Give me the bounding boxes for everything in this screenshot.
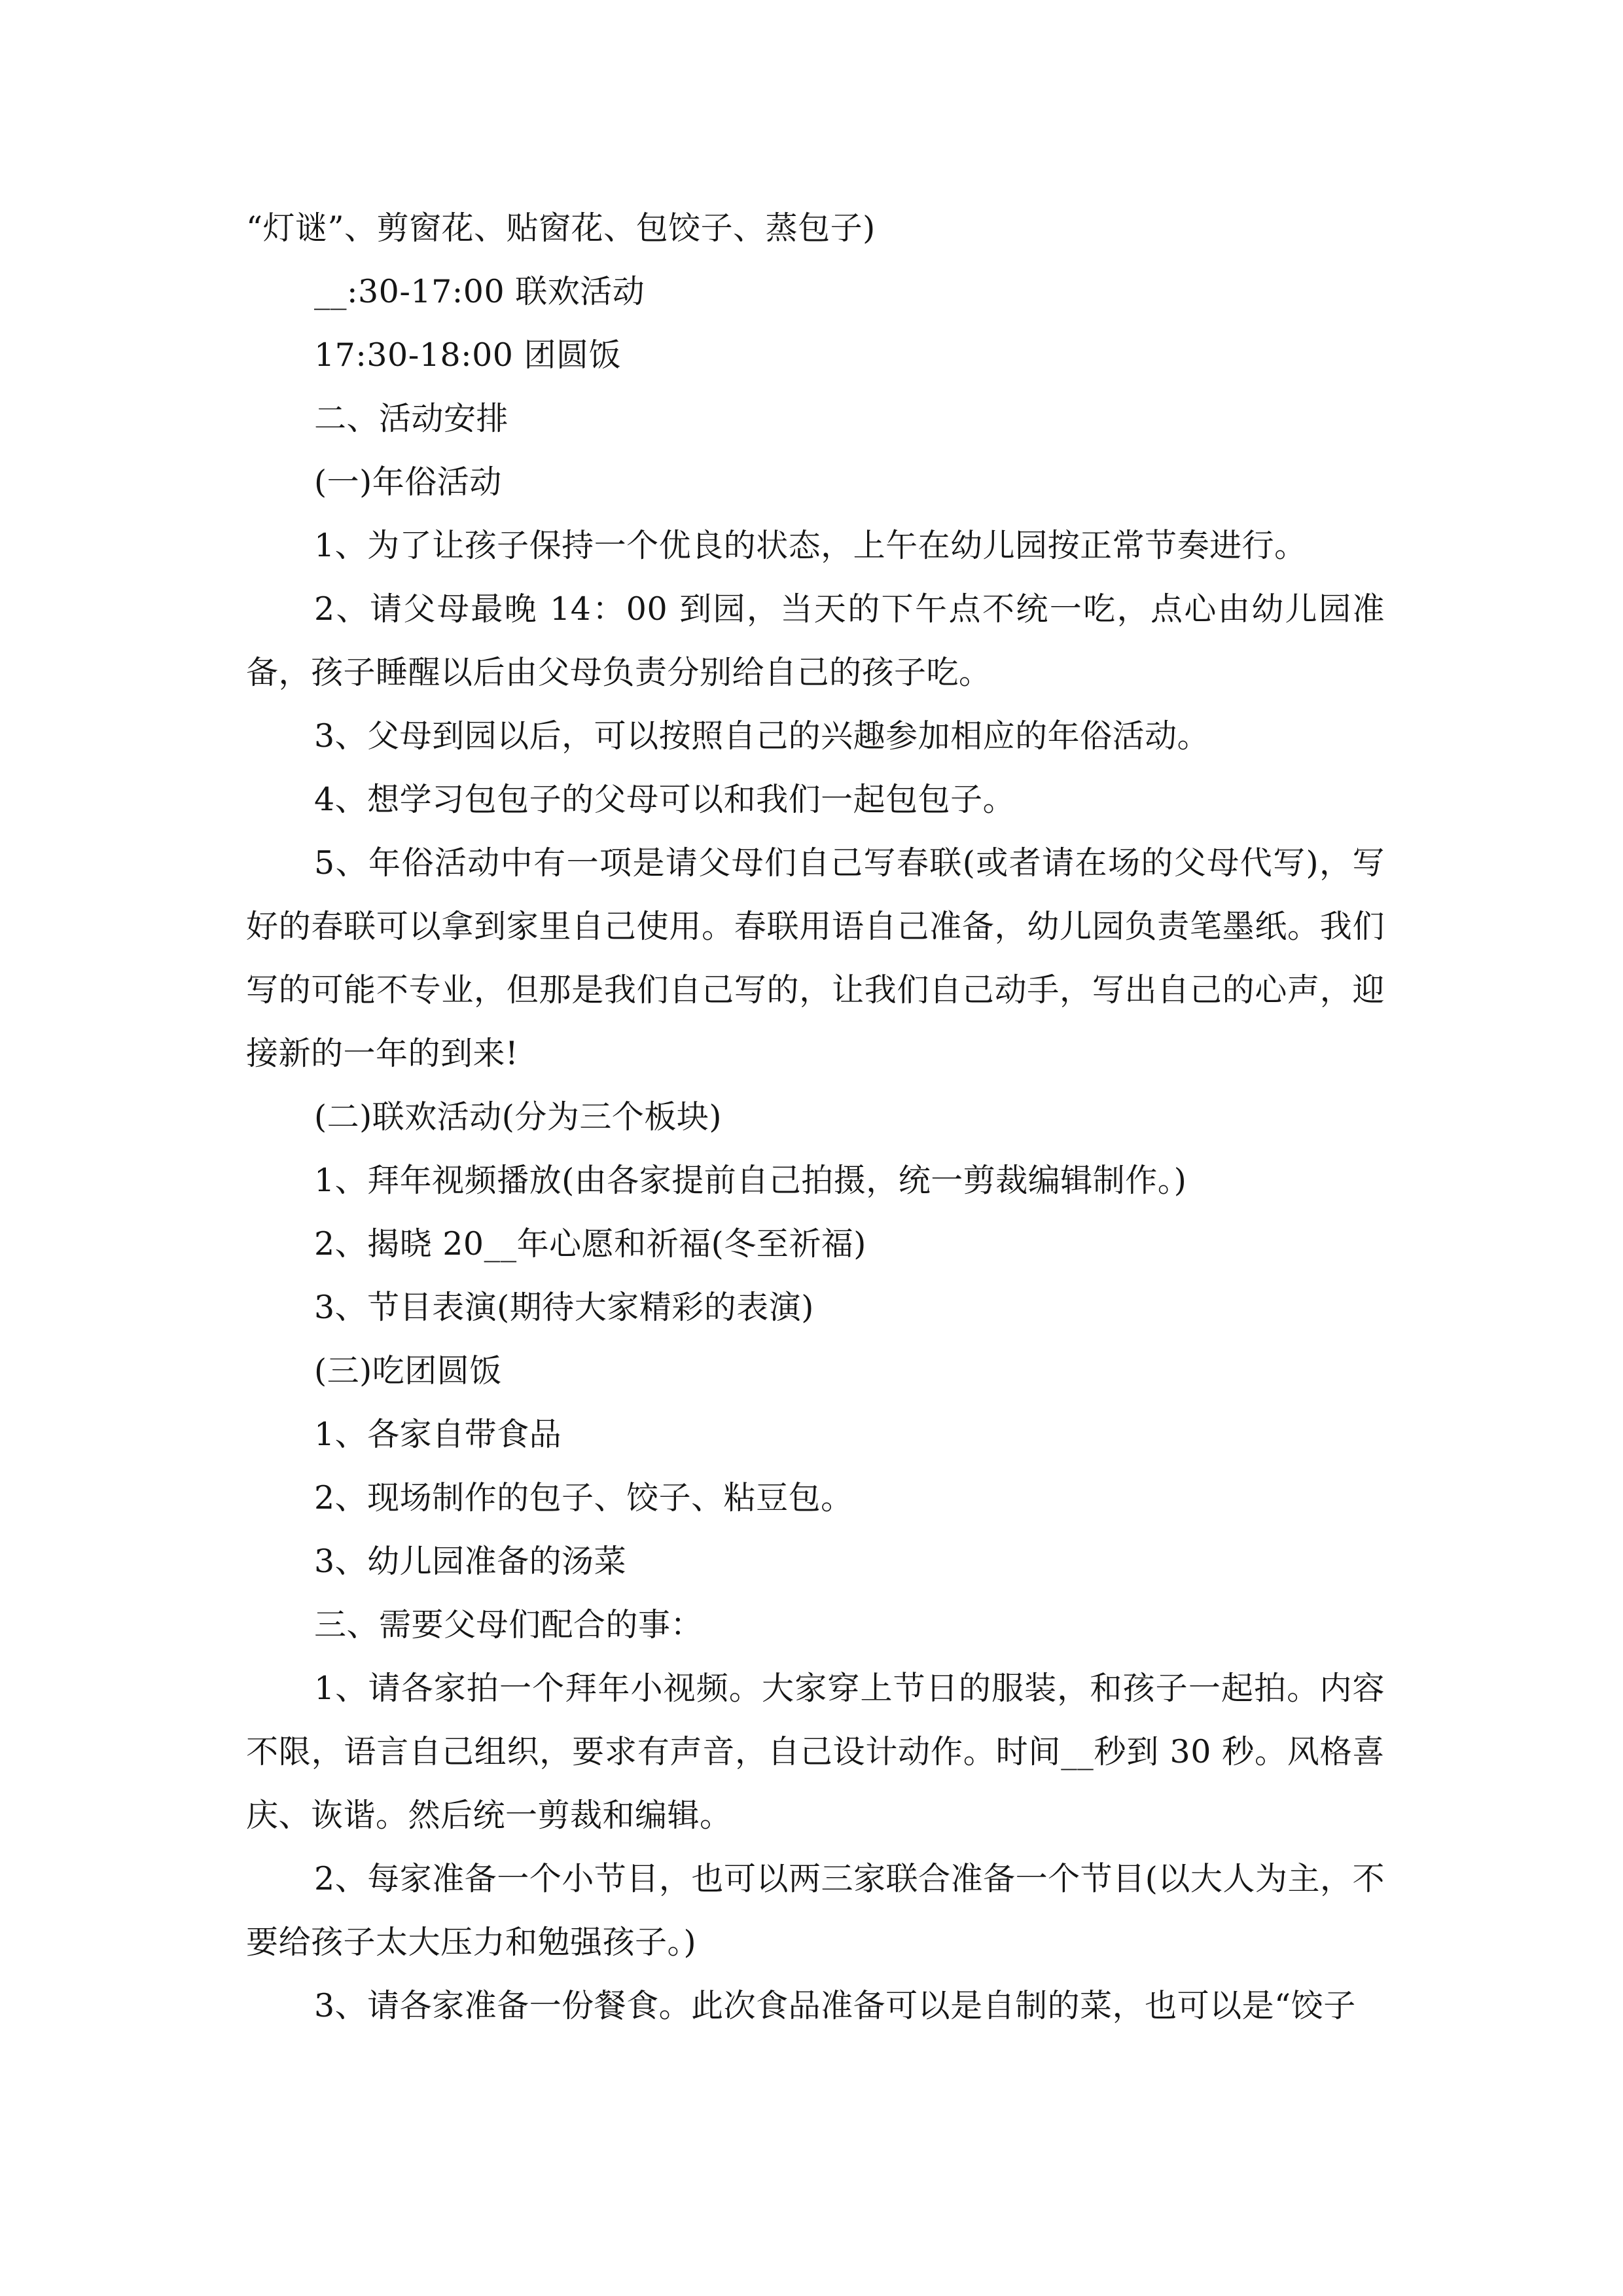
paragraph-dinner-item-2: 2、现场制作的包子、饺子、粘豆包。	[314, 1479, 853, 1516]
paragraph-cooperation-item-1: 1、请各家拍一个拜年小视频。大家穿上节日的服装，和孩子一起拍。内容不限，语言自己组织，要求有声音，自己设计动作。时间__秒到 30 秒。风格喜庆、诙谐。然后统一剪裁和编辑。	[246, 1670, 1385, 1834]
paragraph-party-item-1: 1、拜年视频播放(由各家提前自己拍摄，统一剪裁编辑制作。)	[314, 1162, 1187, 1199]
paragraph-customs-item-4: 4、想学习包包子的父母可以和我们一起包包子。	[314, 781, 1016, 818]
subheading-reunion-dinner: (三)吃团圆饭	[314, 1352, 502, 1390]
paragraph-dinner-item-1: 1、各家自带食品	[314, 1416, 562, 1453]
subheading-new-year-customs: (一)年俗活动	[314, 463, 502, 501]
paragraph-customs-item-1: 1、为了让孩子保持一个优良的状态，上午在幼儿园按正常节奏进行。	[314, 527, 1307, 564]
paragraph-customs-item-2: 2、请父母最晚 14：00 到园，当天的下午点不统一吃，点心由幼儿园准备，孩子睡醒以后由父母负责分别给自己的孩子吃。	[246, 590, 1385, 691]
paragraph-schedule-dinner: 17:30-18:00 团圆饭	[314, 336, 622, 374]
paragraph-cooperation-item-3: 3、请各家准备一份餐食。此次食品准备可以是自制的菜，也可以是“饺子	[314, 1987, 1356, 2024]
paragraph-cooperation-item-2: 2、每家准备一个小节目，也可以两三家联合准备一个节目(以大人为主，不要给孩子太大压力和勉强孩子。)	[246, 1860, 1385, 1961]
section-heading-parent-cooperation: 三、需要父母们配合的事：	[314, 1606, 704, 1643]
subheading-party-activities: (二)联欢活动(分为三个板块)	[314, 1098, 722, 1136]
paragraph-schedule-party: __:30-17:00 联欢活动	[314, 273, 645, 310]
paragraph-dinner-item-3: 3、幼儿园准备的汤菜	[314, 1543, 627, 1580]
section-heading-activity-arrangement: 二、活动安排	[314, 400, 509, 437]
paragraph-party-item-3: 3、节目表演(期待大家精彩的表演)	[314, 1289, 814, 1326]
paragraph-party-item-2: 2、揭晓 20__年心愿和祈福(冬至祈福)	[314, 1225, 866, 1263]
paragraph-continued-activities: “灯谜”、剪窗花、贴窗花、包饺子、蒸包子)	[246, 209, 876, 247]
paragraph-customs-item-3: 3、父母到园以后，可以按照自己的兴趣参加相应的年俗活动。	[314, 717, 1210, 755]
document-body	[246, 196, 1385, 2037]
paragraph-customs-item-5: 5、年俗活动中有一项是请父母们自己写春联(或者请在场的父母代写)，写好的春联可以拿到家里自己使用。春联用语自己准备，幼儿园负责笔墨纸。我们写的可能不专业，但那是我们自己写的，让我们自己动手，写出自己的心声，迎接新的一年的到来!	[246, 844, 1385, 1072]
